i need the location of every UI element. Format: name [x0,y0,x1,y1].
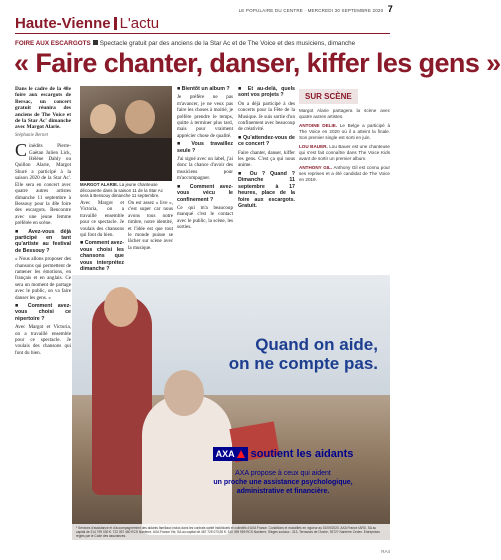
ad-tagline-line-2: on ne compte pas. [228,354,378,373]
photo-background [80,138,172,181]
axa-logo-icon: AXA [213,447,248,461]
question: ■ Avez-vous déjà participé en tant qu'artiste au festival de Bessouy ? [15,228,71,254]
photo-person [90,104,116,134]
artist-name: ANTHONY GIL. [299,165,333,170]
sidebar-heading: SUR SCÈNE [299,89,358,104]
kicker-label: FOIRE AUX ESCARGOTS [15,40,91,47]
article-paragraph: Je préfère ne pas m'avancer, je ne veux pas faire les choses à moitié, je préfère prendre le temps, quitte à terminer plus tard, mais pour vraiment apprécier chose de qualité. [177,94,233,139]
photo-person [125,100,155,134]
article-paragraph: « Nous allons proposer des chansons qui permettent de ramener les émotions, en français et en anglais. Ce sera un moment de partage avec le public, on va faire danser les gens. » [15,256,71,301]
singer-photo [80,86,172,181]
article-paragraph: Avec Margot et Victoria, on a travaillé ensemble pour ce spectacle. Je voulais des chansons qui font du bien. [15,324,71,356]
section-subtitle: L'actu [119,15,160,32]
article-column-1 [15,86,71,488]
ad-body [198,469,368,496]
ad-brand-line: soutient les aidants [250,447,354,460]
drop-cap: C [15,140,28,161]
ad-brand-block [198,445,368,496]
question: ■ Comment avez-vous choisi ce répertoire ? [15,303,71,322]
article-headline: « Faire chanter, danser, kiffer les gens » [14,48,501,78]
question: ■ Qu'attendez-vous de ce concert ? [238,134,295,148]
artist-name: LOU BAUER. [299,144,328,149]
sidebar-box [299,86,390,266]
sidebar-paragraph: ANTHONY GIL. Anthony Gil est connu pour ses reprises et a été candidat de The Voice en 2019. [299,165,390,182]
ad-body-line: un proche une assistance psychologique, [213,479,353,486]
question: ■ Bientôt un album ? [177,86,230,92]
ad-body-line: administrative et financière. [236,488,330,495]
article-paragraph: On est assez « live », c'est super car nous avons tous notre timbre, notre identité, et l'idée est que tout le monde puisse se lâcher sur scène avec la musique. [128,200,173,251]
question: ■ Comment avez-vous choisi les chansons que vous interprétez dimanche ? [80,240,124,273]
article-paragraph: Avec Margot et Victoria, on a travaillé ensemble pour ce spectacle. Je voulais des chansons qui font du bien. [80,200,124,239]
article-paragraph: Ce qui m'a beaucoup manqué c'est le contact avec le public, la scène, les sorties. [177,204,233,231]
kicker-text: Spectacle gratuit par des anciens de la Star Ac et de The Voice et des musiciens, dimanche [99,40,356,47]
date-separator: · [304,8,308,13]
axa-advertisement[interactable] [72,275,390,540]
photo-caption [80,182,172,199]
section-divider [114,17,117,30]
page-number: 7 [387,4,393,14]
article-kicker [15,40,390,47]
ad-person-head [104,287,138,327]
section-header [15,15,390,34]
question: ■ Et au-delà, quels sont vos projets ? [238,86,295,99]
article-column-4 [238,86,295,209]
issue-date: MERCREDI 30 SEPTEMBRE 2020 [307,8,384,13]
sidebar-paragraph: ANTOINE DELIE. Le Belge a participé à The Voice en 2020 où il a atteint la finale. Son premier single est sorti en juin. [299,123,391,140]
article-paragraph: On a déjà participé à des concerts pour la Fête de la Musique. Je suis sortie d'un confinement avec beaucoup de créativité. [238,100,295,133]
caption-label: MARGOT ALARIE. [80,182,119,187]
ad-tagline-line-1: Quand on aide, [255,335,378,354]
page-header [239,4,393,14]
article-column-3 [177,86,233,231]
ad-body-line: AXA propose à ceux qui aident [235,470,331,477]
article-lead: Dans le cadre de la 48e foire aux escargots de Bersac, un concert gratuit réunira des anciens de The Voice et de la Star Ac' dimanche avec Margot Alarie. [15,86,71,131]
artist-name: ANTOINE DELIE. [299,123,338,128]
question: ■ Vous travaillez seule ? [177,141,233,154]
practical-info: ■ Ou ? Quand ? Dimanche 11 septembre à 17 heures, place de la foire aux escargots. Gratuit. [238,170,295,209]
article-paragraph: Cinédits Pierre-Gaëtan Julien Lick, Hélène Dahly ou Quillon Alarie, Margot Shuré a participé à la saison 2020 de la Star Ac'. Elle sera en concert avec quatre autres artistes dimanche 11 septembre à Bessouy pour la 48e foire des escargots. Rencontre avec une jeune femme préférée en scène. [15,140,71,227]
page-footer: RA4 [381,549,390,554]
ad-person-head [164,370,204,416]
article-paragraph: J'ai signé avec un label, j'ai donc la chance d'avoir des musiciens pour m'accompagner. [177,156,233,182]
square-bullet-icon [93,40,98,45]
article-paragraph: Faire chanter, danser, kiffer les gens. C'est ça qui nous anime. [238,149,295,169]
sidebar-intro: Margot Alarie partagera la scène avec quatre autres artistes. [299,108,390,119]
sidebar-text [299,108,390,183]
caption-text: La jeune chanteuse découverte dans la saison 11 de la Star Ac sera à Bessouy dimanche 11 septembre. [80,182,163,198]
ad-legal-text: * Services d'assistance et d'accompagnement des aidants familiaux inclus dans les contrats santé individuels et collectifs d'AXA France. Conditions et modalités en vigueur au 01/09/2020. AXA France IARD, SA au capital de 214 799 030 €. 722 057 460 RCS Nanterre. AXA France Vie, SA au capital de 487 725 073,50 €. 310 499 959 RCS Nanterre. Sièges sociaux : 313, Terrasses de l'Arche, 92727 Nanterre Cedex. Entreprises régies par le Code des assurances. [72,524,390,540]
paper-name: LE POPULAIRE DU CENTRE [238,8,303,13]
ad-tagline [229,335,378,373]
question: ■ Comment avez-vous vécu le confinement ? [177,183,233,203]
byline: Stéphanie Bernet [15,132,48,138]
section-title: Haute-Vienne [15,15,111,32]
sidebar-paragraph: LOU BAUER. Lou Bauer est une chanteuse qui s'est fait connaître dans The Voice Kids avant de sortir un premier album. [299,144,390,161]
